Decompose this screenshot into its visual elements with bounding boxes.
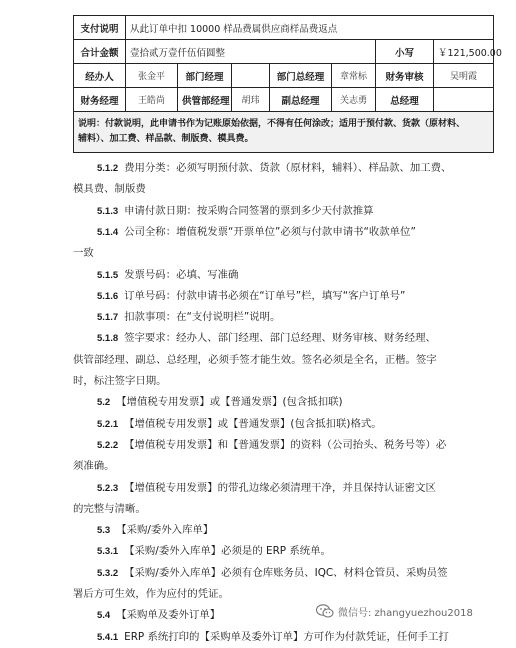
body-line xyxy=(73,179,497,200)
clause-number: 5.1.5 xyxy=(97,269,119,281)
clause-number: 5.1.2 xyxy=(97,163,119,174)
clause-number: 5.2.3 xyxy=(97,482,119,494)
clause-text: 申请付款日期：按采购合同签署的票到多少天付款推算 xyxy=(124,204,374,217)
finance-review-signature: 吴明霞 xyxy=(434,64,494,88)
amount-small-value: ￥121,500.00 xyxy=(434,40,494,64)
body-line xyxy=(97,520,497,541)
dept-gm-signature: 章常标 xyxy=(332,64,376,88)
clause-text: 【增值税专用发票】或【普通发票】(包含抵扣联)格式。 xyxy=(124,417,382,430)
form-row-total xyxy=(74,40,494,64)
clause-text: 【增值税专用发票】和【普通发票】的资料（公司抬头、税务号等）必 xyxy=(124,438,447,451)
body-line xyxy=(97,328,497,349)
clause-text: 扣款事项：在“支付说明栏”说明。 xyxy=(124,311,281,324)
body-line xyxy=(97,265,497,286)
clause-number: 5.3.1 xyxy=(97,546,119,558)
body-line xyxy=(97,307,497,328)
watermark xyxy=(316,602,473,620)
payment-note-label: 支付说明 xyxy=(74,16,126,40)
body-line xyxy=(97,541,497,562)
clause-number: 5.1.7 xyxy=(97,312,119,324)
clause-text: 须准确。 xyxy=(73,460,115,473)
vice-gm-signature: 关志勇 xyxy=(332,88,376,112)
amount-small-label: 小写 xyxy=(376,40,434,64)
handler-label: 经办人 xyxy=(74,64,126,88)
finance-manager-signature: 王皓尚 xyxy=(126,88,178,112)
total-amount-words: 壹拾贰万壹仟伍佰圆整 xyxy=(126,40,376,64)
body-line xyxy=(73,371,497,392)
supply-manager-label: 供管部经理 xyxy=(178,88,232,112)
form-row-note xyxy=(74,112,494,153)
body-line xyxy=(97,478,497,499)
clause-text: 一致 xyxy=(73,247,94,260)
body-line xyxy=(97,392,497,413)
body-line xyxy=(97,435,497,456)
body-line xyxy=(73,243,497,264)
gm-signature xyxy=(434,88,494,112)
clause-number: 5.3.2 xyxy=(97,567,119,579)
clause-number: 5.1.8 xyxy=(97,333,119,345)
body-line xyxy=(97,563,497,584)
clause-number: 5.4 xyxy=(97,610,111,622)
vice-gm-label: 副总经理 xyxy=(270,88,332,112)
clause-number: 5.4.1 xyxy=(97,631,119,643)
form-note xyxy=(74,112,494,153)
gm-label: 总经理 xyxy=(376,88,434,112)
clause-number: 5.2 xyxy=(97,397,111,409)
body-line xyxy=(97,222,497,243)
clause-text: ERP 系统打印的【采购单及委外订单】方可作为付款凭证，任何手工打 xyxy=(124,630,449,643)
clause-text: 【采购单及委外订单】 xyxy=(116,609,221,622)
clause-text: 时，标注签字日期。 xyxy=(73,375,167,387)
clause-text: 【采购/委外入库单】 xyxy=(116,524,214,537)
form-row-signers-2 xyxy=(74,88,494,112)
body-line xyxy=(97,158,497,179)
clause-number: 5.2.1 xyxy=(97,418,119,430)
watermark-text: 微信号: zhangyuezhou2018 xyxy=(338,607,473,619)
form-row-payment-note xyxy=(74,16,494,40)
clause-number: 5.2.2 xyxy=(97,439,119,451)
dept-manager-signature xyxy=(232,64,270,88)
supply-manager-signature: 胡玮 xyxy=(232,88,270,112)
finance-review-label: 财务审核 xyxy=(376,64,434,88)
body-line xyxy=(73,350,497,371)
dept-gm-label: 部门总经理 xyxy=(270,64,332,88)
body-line xyxy=(97,286,497,307)
body-line xyxy=(97,201,497,222)
dept-manager-label: 部门经理 xyxy=(178,64,232,88)
clause-text: 公司全称：增值税发票“开票单位”必须与付款申请书“收款单位” xyxy=(124,225,416,238)
form-row-signers-1 xyxy=(74,64,494,88)
clause-text: 发票号码：必填、写准确 xyxy=(124,268,239,281)
payment-request-form xyxy=(73,15,502,153)
clause-number: 5.1.3 xyxy=(97,205,119,217)
body-line xyxy=(97,414,497,435)
finance-manager-label: 财务经理 xyxy=(74,88,126,112)
clause-text: 的完整与清晰。 xyxy=(73,502,146,515)
body-line xyxy=(73,499,497,520)
form-note-line-1: 说明：付款说明，此申请书作为记账原始依据，不得有任何涂改；适用于预付款、货款（原材料、 xyxy=(78,119,466,129)
clause-text: 供管部经理、副总、总经理，必须手签才能生效。签名必须是全名，正楷。签字 xyxy=(73,353,437,366)
clause-text: 费用分类：必须写明预付款、货款（原材料，辅料）、样品款、加工费、 xyxy=(124,162,452,174)
body-line xyxy=(97,627,497,648)
handler-signature: 张金平 xyxy=(126,64,178,88)
clause-text: 【采购/委外入库单】必须是的 ERP 系统单。 xyxy=(124,545,331,558)
clause-text: 模具费、制版费 xyxy=(73,183,146,196)
clause-number: 5.1.6 xyxy=(97,290,119,302)
body-line xyxy=(73,456,497,477)
wechat-icon xyxy=(316,604,334,619)
clause-text: 签字要求：经办人、部门经理、部门总经理、财务审核、财务经理、 xyxy=(124,332,436,345)
clause-number: 5.1.4 xyxy=(97,226,119,238)
clause-text: 【采购/委外入库单】必须有仓库账务员、IQC、材料仓管员、采购员签 xyxy=(124,566,448,579)
clause-number: 5.3 xyxy=(97,525,111,537)
clause-text: 订单号码：付款申请书必须在“订单号”栏，填写“客户订单号” xyxy=(124,289,406,302)
clause-text: 【增值税专用发票】的带孔边缘必须清理干净，并且保持认证密文区 xyxy=(124,481,436,494)
clause-text: 署后方可生效，作为应付的凭证。 xyxy=(73,588,229,600)
form-note-line-2: 辅料）、加工费、样品款、制版费、模具费。 xyxy=(78,134,254,144)
clause-text: 【增值税专用发票】或【普通发票】(包含抵扣联) xyxy=(116,396,343,409)
total-amount-label: 合计金额 xyxy=(74,40,126,64)
payment-note-value: 从此订单中扣 10000 样品费属供应商样品费返点 xyxy=(126,16,494,40)
